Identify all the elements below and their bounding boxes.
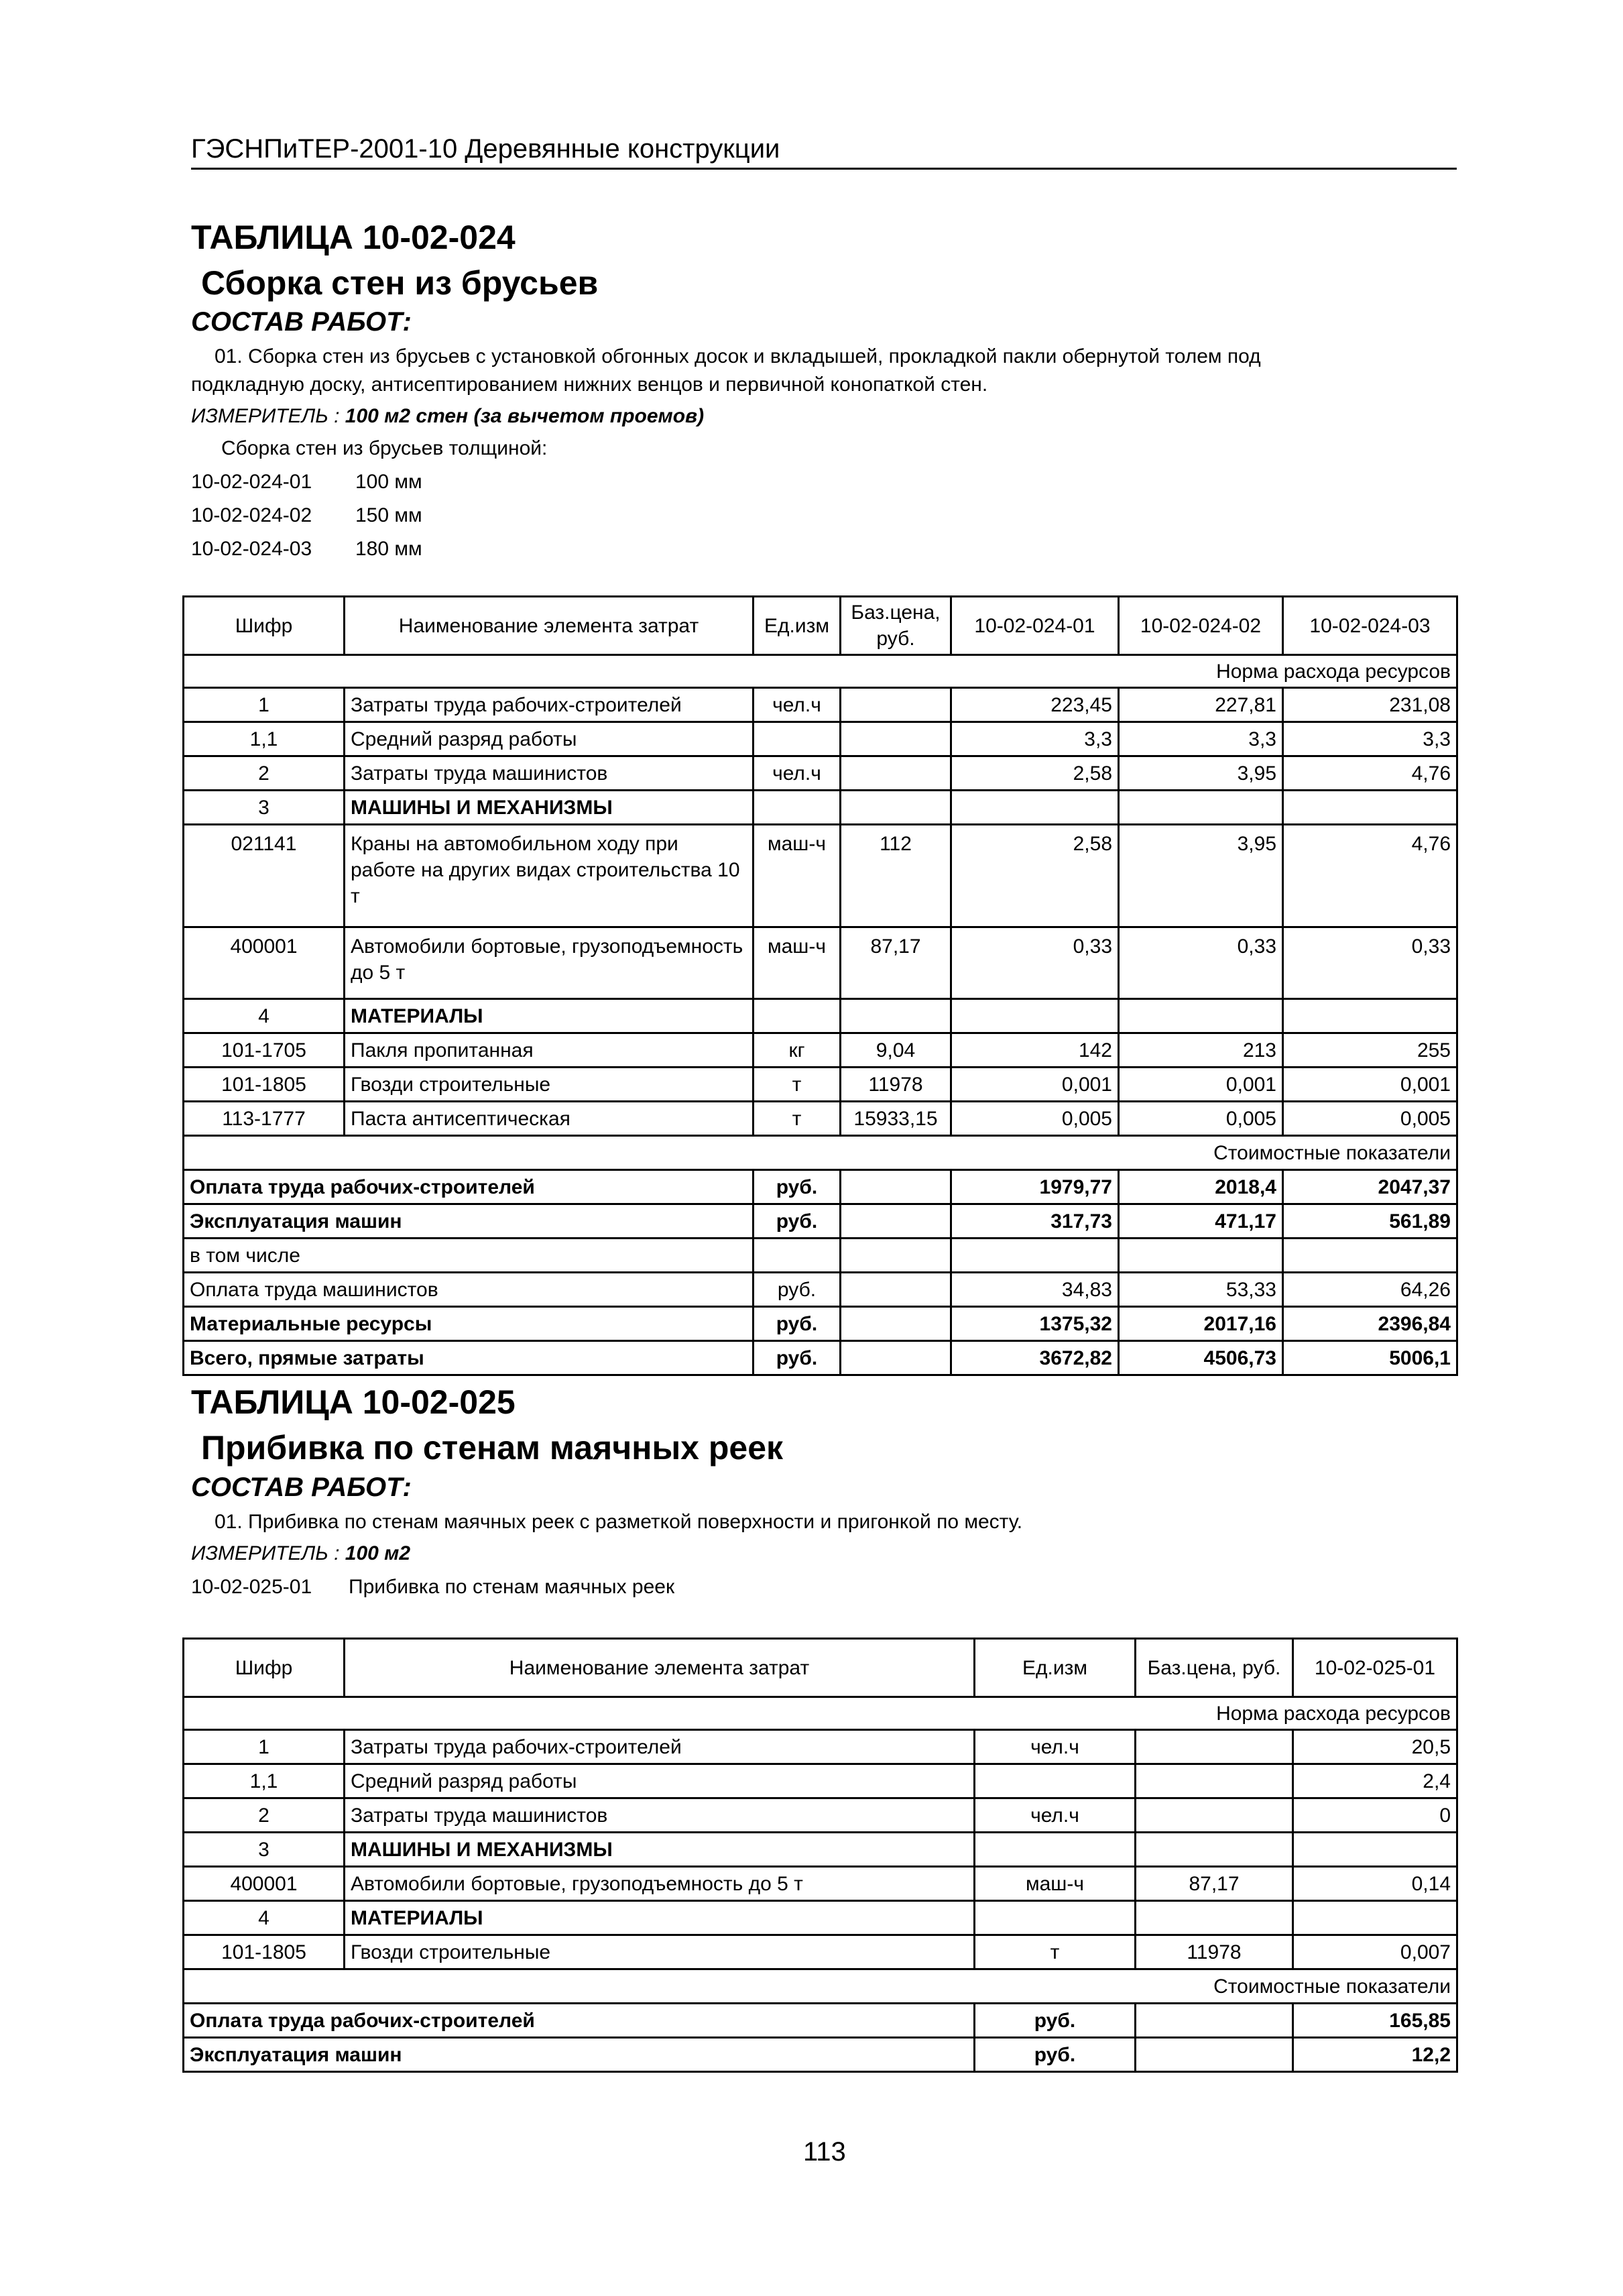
cell-code: 101-1805 <box>184 1935 345 1969</box>
cell-price: 9,04 <box>841 1033 951 1068</box>
table1-variant-code: 10-02-024-02 <box>191 504 312 526</box>
cell-value: 0 <box>1293 1798 1457 1833</box>
cost-row <box>184 2038 1457 2072</box>
cell-value: 227,81 <box>1119 688 1283 722</box>
norm-label: Норма расхода ресурсов <box>184 1697 1457 1730</box>
cell-price <box>1136 1730 1293 1764</box>
page-number: 113 <box>803 2137 846 2167</box>
cell-value: 20,5 <box>1293 1730 1457 1764</box>
table-section-row <box>184 791 1457 825</box>
cell-value: 255 <box>1283 1033 1457 1068</box>
cell-unit: маш-ч <box>975 1867 1136 1901</box>
cell-value: 223,45 <box>951 688 1119 722</box>
cell-name: Автомобили бортовые, грузоподъемность до 5 т <box>345 1867 975 1901</box>
table2-title: ТАБЛИЦА 10-02-025 <box>191 1383 516 1421</box>
cell-code: 3 <box>184 1833 345 1867</box>
cell-name: Затраты труда рабочих-строителей <box>345 1730 975 1764</box>
cell-price <box>841 722 951 756</box>
cost-value: 471,17 <box>1119 1204 1283 1239</box>
cost-value: 3672,82 <box>951 1341 1119 1375</box>
cell-price <box>1136 1798 1293 1833</box>
cost-value: 317,73 <box>951 1204 1119 1239</box>
table1-work-text-1: 01. Сборка стен из брусьев с установкой обгонных досок и вкладышей, прокладкой пакли обернутой толем под <box>215 345 1261 367</box>
cell-name: Средний разряд работы <box>345 1764 975 1798</box>
cost-value: 34,83 <box>951 1273 1119 1307</box>
cost-unit: руб. <box>754 1273 841 1307</box>
cell-value: 3,95 <box>1119 825 1283 927</box>
cost-value: 2018,4 <box>1119 1170 1283 1204</box>
cell-value: 0,005 <box>1283 1102 1457 1136</box>
cost-value <box>1283 1239 1457 1273</box>
cell-name: Затраты труда машинистов <box>345 1798 975 1833</box>
cost-value: 5006,1 <box>1283 1341 1457 1375</box>
cell-unit: чел.ч <box>754 756 841 791</box>
cell-unit: чел.ч <box>975 1730 1136 1764</box>
table-row <box>184 1033 1457 1068</box>
table-row <box>184 1867 1457 1901</box>
cell-value: 213 <box>1119 1033 1283 1068</box>
table-row <box>184 756 1457 791</box>
col-header-variant: 10-02-024-02 <box>1119 597 1283 655</box>
col-header-variant: 10-02-025-01 <box>1293 1639 1457 1697</box>
cell-code: 3 <box>184 791 345 825</box>
cell-price: 87,17 <box>1136 1867 1293 1901</box>
table2-variant-name: Прибивка по стенам маячных реек <box>349 1576 675 1598</box>
table1-variant-intro: Сборка стен из брусьев толщиной: <box>221 437 548 459</box>
cell-value: 2,4 <box>1293 1764 1457 1798</box>
col-header-code: Шифр <box>184 1639 345 1697</box>
table1-header-row <box>184 597 1457 655</box>
cost-row <box>184 1170 1457 1204</box>
table2-grid <box>182 1638 1458 2073</box>
table-section-row <box>184 1833 1457 1867</box>
table2-work-label: СОСТАВ РАБОТ: <box>191 1473 412 1502</box>
cost-value: 53,33 <box>1119 1273 1283 1307</box>
running-header: ГЭСНПиТЕР-2001-10 Деревянные конструкции <box>191 134 780 164</box>
cell-name: Пакля пропитанная <box>345 1033 754 1068</box>
cell-value: 0,001 <box>1283 1068 1457 1102</box>
cell-price: 11978 <box>841 1068 951 1102</box>
cell-price: 112 <box>841 825 951 927</box>
cell-price <box>841 688 951 722</box>
cell-code: 4 <box>184 1901 345 1935</box>
table1-title: ТАБЛИЦА 10-02-024 <box>191 219 516 256</box>
cost-row <box>184 1341 1457 1375</box>
table-section-row <box>184 999 1457 1033</box>
table-row <box>184 688 1457 722</box>
table1-variant-name: 180 мм <box>355 538 422 560</box>
cost-value: 561,89 <box>1283 1204 1457 1239</box>
section-label: МАТЕРИАЛЫ <box>345 999 754 1033</box>
cost-unit <box>754 1239 841 1273</box>
cost-value <box>1119 1239 1283 1273</box>
cell-value: 3,95 <box>1119 756 1283 791</box>
cell-unit <box>975 1764 1136 1798</box>
table-row <box>184 927 1457 999</box>
col-header-code: Шифр <box>184 597 345 655</box>
table-row <box>184 1764 1457 1798</box>
table-row <box>184 1798 1457 1833</box>
cell-value: 0,007 <box>1293 1935 1457 1969</box>
cell-code: 400001 <box>184 1867 345 1901</box>
cost-value: 1979,77 <box>951 1170 1119 1204</box>
cost-value: 64,26 <box>1283 1273 1457 1307</box>
cell-value: 231,08 <box>1283 688 1457 722</box>
cell-value: 2,58 <box>951 825 1119 927</box>
cost-value: 12,2 <box>1293 2038 1457 2072</box>
table-row <box>184 1730 1457 1764</box>
cell-name: Гвозди строительные <box>345 1935 975 1969</box>
table2-variant-code: 10-02-025-01 <box>191 1576 312 1598</box>
table2-subtitle: Прибивка по стенам маячных реек <box>201 1429 784 1467</box>
cost-name: Эксплуатация машин <box>184 2038 975 2072</box>
cell-unit: т <box>754 1068 841 1102</box>
table2-work-text-1: 01. Прибивка по стенам маячных реек с разметкой поверхности и пригонкой по месту. <box>215 1511 1023 1533</box>
cost-unit: руб. <box>754 1307 841 1341</box>
col-header-unit: Ед.изм <box>975 1639 1136 1697</box>
cell-value: 0,33 <box>1119 927 1283 999</box>
cost-value: 1375,32 <box>951 1307 1119 1341</box>
cost-name: Оплата труда машинистов <box>184 1273 754 1307</box>
col-header-variant: 10-02-024-03 <box>1283 597 1457 655</box>
cost-value: 2396,84 <box>1283 1307 1457 1341</box>
table1-work-text-2: подкладную доску, антисептированием нижних венцов и первичной конопаткой стен. <box>191 374 988 396</box>
cost-unit: руб. <box>754 1341 841 1375</box>
cost-value: 2017,16 <box>1119 1307 1283 1341</box>
table-row <box>184 1102 1457 1136</box>
cell-code: 1,1 <box>184 1764 345 1798</box>
table1-cost-label-row <box>184 1136 1457 1170</box>
table1-variant-code: 10-02-024-01 <box>191 471 312 493</box>
cost-name: Материальные ресурсы <box>184 1307 754 1341</box>
table-row <box>184 722 1457 756</box>
header-rule <box>191 168 1457 170</box>
cost-name: в том числе <box>184 1239 754 1273</box>
cost-row <box>184 1307 1457 1341</box>
cost-value: 4506,73 <box>1119 1341 1283 1375</box>
table-section-row <box>184 1901 1457 1935</box>
cell-value: 3,3 <box>1119 722 1283 756</box>
cell-value: 4,76 <box>1283 756 1457 791</box>
section-label: МАТЕРИАЛЫ <box>345 1901 975 1935</box>
cost-name: Всего, прямые затраты <box>184 1341 754 1375</box>
cost-label: Стоимостные показатели <box>184 1969 1457 2004</box>
table1-measure-label: ИЗМЕРИТЕЛЬ : <box>191 405 340 427</box>
cost-row <box>184 2004 1457 2038</box>
cell-price: 15933,15 <box>841 1102 951 1136</box>
section-label: МАШИНЫ И МЕХАНИЗМЫ <box>345 1833 975 1867</box>
cost-unit: руб. <box>975 2038 1136 2072</box>
cost-unit: руб. <box>975 2004 1136 2038</box>
cell-value: 0,005 <box>1119 1102 1283 1136</box>
table2-measure-label: ИЗМЕРИТЕЛЬ : <box>191 1542 340 1564</box>
cell-code: 1 <box>184 1730 345 1764</box>
cell-price <box>1136 1764 1293 1798</box>
norm-label: Норма расхода ресурсов <box>184 655 1457 688</box>
cell-value: 0,33 <box>1283 927 1457 999</box>
table-row <box>184 1935 1457 1969</box>
cell-unit: чел.ч <box>754 688 841 722</box>
cell-code: 1,1 <box>184 722 345 756</box>
col-header-price: Баз.цена, руб. <box>1136 1639 1293 1697</box>
cost-unit: руб. <box>754 1170 841 1204</box>
cost-value: 2047,37 <box>1283 1170 1457 1204</box>
cell-name: Средний разряд работы <box>345 722 754 756</box>
cell-name: Затраты труда рабочих-строителей <box>345 688 754 722</box>
cell-value: 0,33 <box>951 927 1119 999</box>
cell-value: 4,76 <box>1283 825 1457 927</box>
col-header-name: Наименование элемента затрат <box>345 597 754 655</box>
table1-variant-name: 100 мм <box>355 471 422 493</box>
cell-name: Автомобили бортовые, грузоподъемность до 5 т <box>345 927 754 999</box>
cost-name: Эксплуатация машин <box>184 1204 754 1239</box>
table1-measure <box>191 405 704 428</box>
cell-value: 0,005 <box>951 1102 1119 1136</box>
cost-unit: руб. <box>754 1204 841 1239</box>
cell-code: 021141 <box>184 825 345 927</box>
col-header-name: Наименование элемента затрат <box>345 1639 975 1697</box>
cell-name: Гвозди строительные <box>345 1068 754 1102</box>
table1-grid <box>182 595 1458 1376</box>
cell-unit: т <box>975 1935 1136 1969</box>
cell-value: 0,14 <box>1293 1867 1457 1901</box>
cell-value: 0,001 <box>1119 1068 1283 1102</box>
cell-value: 3,3 <box>951 722 1119 756</box>
table1-measure-value: 100 м2 стен (за вычетом проемов) <box>345 405 705 427</box>
cell-code: 4 <box>184 999 345 1033</box>
cell-unit: кг <box>754 1033 841 1068</box>
cell-price: 87,17 <box>841 927 951 999</box>
cell-unit: маш-ч <box>754 825 841 927</box>
table1-variant-code: 10-02-024-03 <box>191 538 312 560</box>
table1-norm-row <box>184 655 1457 688</box>
cell-value: 3,3 <box>1283 722 1457 756</box>
cell-name: Затраты труда машинистов <box>345 756 754 791</box>
cell-code: 2 <box>184 756 345 791</box>
cell-value: 2,58 <box>951 756 1119 791</box>
cell-code: 101-1805 <box>184 1068 345 1102</box>
table2-cost-label-row <box>184 1969 1457 2004</box>
cell-price: 11978 <box>1136 1935 1293 1969</box>
col-header-unit: Ед.изм <box>754 597 841 655</box>
cell-code: 113-1777 <box>184 1102 345 1136</box>
cell-unit <box>754 722 841 756</box>
cell-code: 1 <box>184 688 345 722</box>
cell-value: 0,001 <box>951 1068 1119 1102</box>
cost-value <box>951 1239 1119 1273</box>
cell-code: 400001 <box>184 927 345 999</box>
cell-unit: т <box>754 1102 841 1136</box>
cell-name: Паста антисептическая <box>345 1102 754 1136</box>
cell-name: Краны на автомобильном ходу при работе на других видах строительства 10 т <box>345 825 754 927</box>
table2-measure-value: 100 м2 <box>345 1542 411 1564</box>
cell-value: 142 <box>951 1033 1119 1068</box>
cost-label: Стоимостные показатели <box>184 1136 1457 1170</box>
cost-row <box>184 1273 1457 1307</box>
cell-unit: чел.ч <box>975 1798 1136 1833</box>
table1-work-label: СОСТАВ РАБОТ: <box>191 307 412 337</box>
cost-name: Оплата труда рабочих-строителей <box>184 2004 975 2038</box>
table2-measure <box>191 1542 410 1565</box>
table1-subtitle: Сборка стен из брусьев <box>201 264 599 302</box>
cell-price <box>841 756 951 791</box>
table2-header-row <box>184 1639 1457 1697</box>
table2-norm-row <box>184 1697 1457 1730</box>
cost-row <box>184 1204 1457 1239</box>
table-row <box>184 1068 1457 1102</box>
cell-code: 101-1705 <box>184 1033 345 1068</box>
col-header-variant: 10-02-024-01 <box>951 597 1119 655</box>
table1-variant-name: 150 мм <box>355 504 422 526</box>
section-label: МАШИНЫ И МЕХАНИЗМЫ <box>345 791 754 825</box>
cell-code: 2 <box>184 1798 345 1833</box>
cost-name: Оплата труда рабочих-строителей <box>184 1170 754 1204</box>
cost-row <box>184 1239 1457 1273</box>
cost-value: 165,85 <box>1293 2004 1457 2038</box>
cell-unit: маш-ч <box>754 927 841 999</box>
table-row <box>184 825 1457 927</box>
col-header-price: Баз.цена, руб. <box>841 597 951 655</box>
